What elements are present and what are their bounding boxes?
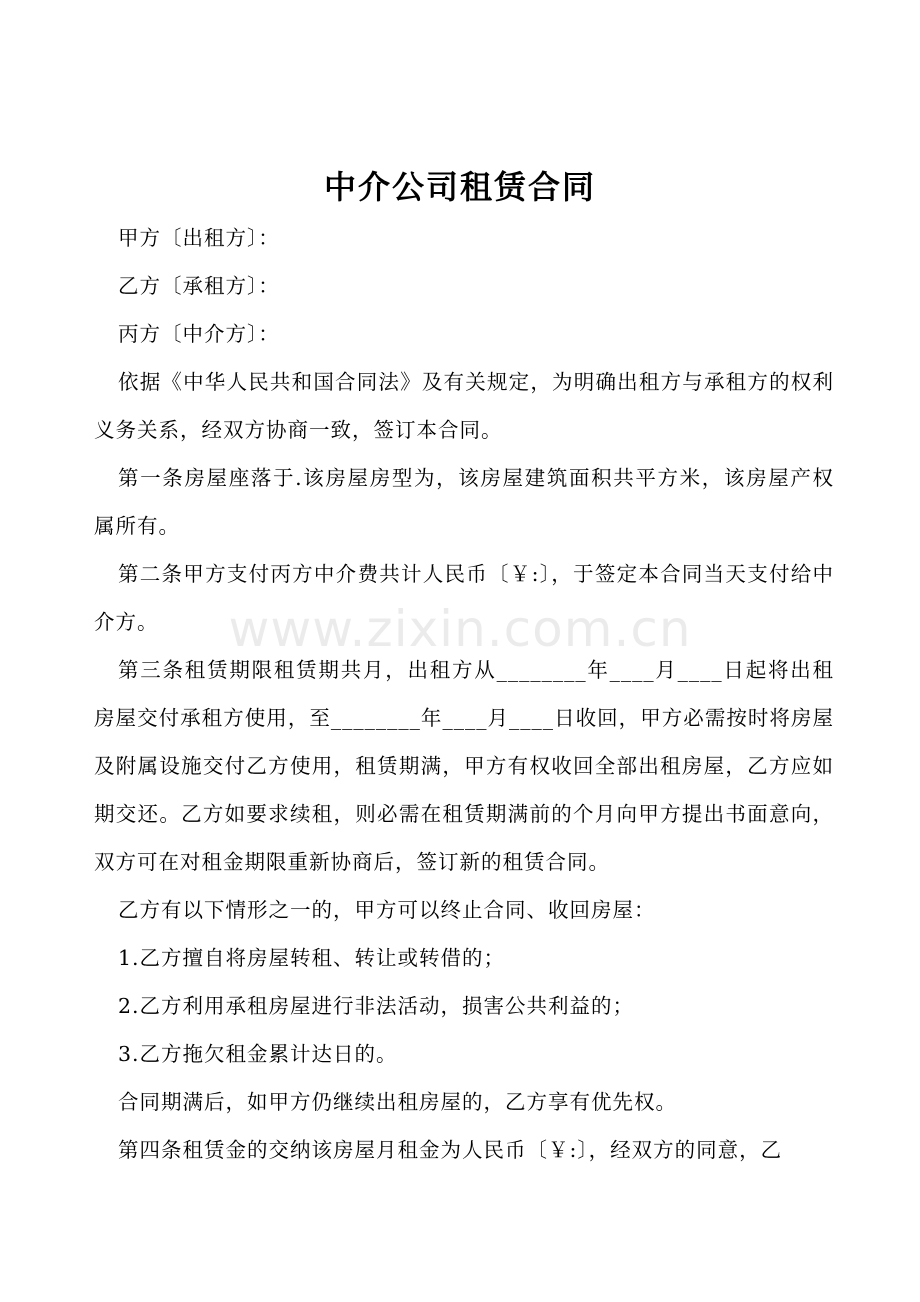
termination-item-2: 2.乙方利用承租房屋进行非法活动，损害公共利益的； <box>118 994 635 1018</box>
termination-intro-paragraph: 乙方有以下情形之一的，甲方可以终止合同、收回房屋： <box>118 898 656 922</box>
article-4-paragraph: 第四条租赁金的交纳该房屋月租金为人民币〔￥:〕，经双方的同意，乙 <box>118 1138 783 1162</box>
party-c-line: 丙方〔中介方〕： <box>118 322 280 346</box>
article-1-paragraph: 第一条房屋座落于.该房屋房型为，该房屋建筑面积共平方米，该房屋产权属所有。 <box>94 466 834 538</box>
article-3-paragraph: 第三条租赁期限租赁期共月，出租方从________年____月____日起将出租房屋交付承租方使用，至________年____月____日收回，甲方必需按时将房屋及附属设施交付乙方使用，租赁期满，甲方有权收回全部出租房屋，乙方应如期交还。乙方如要求续租，则必需在租赁期满前的个月向甲方提出书面意向，双方可在对租金期限重新协商后，签订新的租赁合同。 <box>94 658 834 874</box>
party-a-line: 甲方〔出租方〕： <box>118 226 280 250</box>
watermark: www.zixin.com.cn <box>228 600 692 658</box>
article-2-paragraph: 第二条甲方支付丙方中介费共计人民币〔￥:〕，于签定本合同当天支付给中介方。 <box>94 562 834 634</box>
document-title: 中介公司租赁合同 <box>323 168 596 206</box>
party-b-line: 乙方〔承租方〕： <box>118 274 280 298</box>
termination-item-1: 1.乙方擅自将房屋转租、转让或转借的； <box>118 946 506 970</box>
document-body <box>94 214 834 1174</box>
termination-item-3: 3.乙方拖欠租金累计达日的。 <box>118 1042 398 1066</box>
priority-right-paragraph: 合同期满后，如甲方仍继续出租房屋的，乙方享有优先权。 <box>118 1090 677 1114</box>
preamble-paragraph: 依据《中华人民共和国合同法》及有关规定，为明确出租方与承租方的权利义务关系，经双方协商一致，签订本合同。 <box>94 370 834 442</box>
